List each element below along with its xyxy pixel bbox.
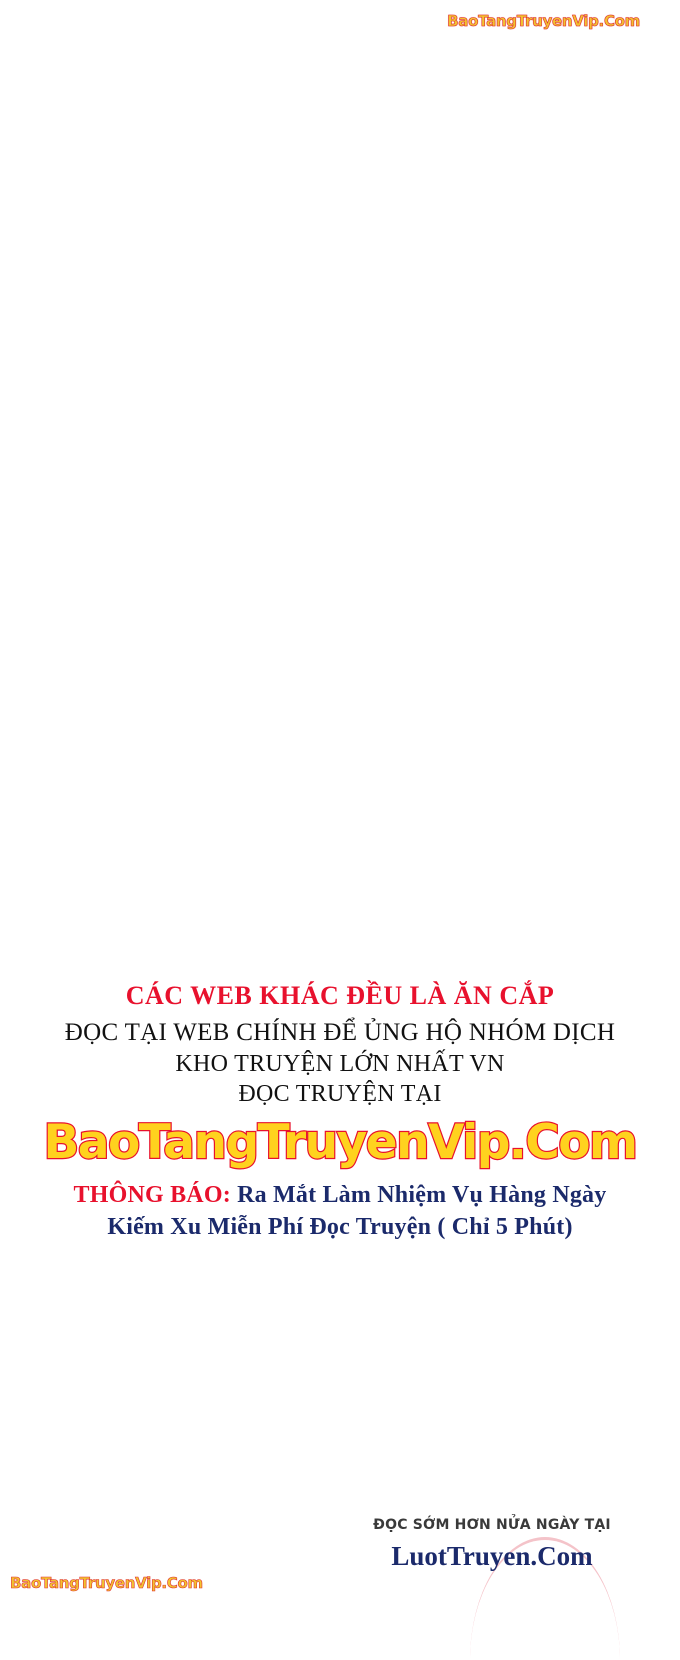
bottom-left-watermark: BaoTangTruyenVip.Com xyxy=(10,1574,203,1592)
footer-brand-link[interactable]: LuotTruyen.Com xyxy=(391,1541,593,1571)
promo-notice-line-2: Kiếm Xu Miễn Phí Đọc Truyện ( Chỉ 5 Phút) xyxy=(107,1213,573,1240)
promo-largest-library-line: KHO TRUYỆN LỚN NHẤT VN xyxy=(175,1050,505,1077)
promo-support-line: ĐỌC TẠI WEB CHÍNH ĐỂ ỦNG HỘ NHÓM DỊCH xyxy=(64,1018,616,1046)
promo-block xyxy=(0,980,680,1243)
promo-notice-text: Ra Mắt Làm Nhiệm Vụ Hàng Ngày xyxy=(230,1181,607,1208)
promo-notice-label: THÔNG BÁO: xyxy=(73,1181,231,1208)
footer-caption: ĐỌC SỚM HƠN NỬA NGÀY TẠI xyxy=(373,1517,611,1533)
footer-block xyxy=(342,1517,642,1572)
top-watermark: BaoTangTruyenVip.Com xyxy=(447,12,640,30)
promo-brand-logo-text[interactable]: BaoTangTruyenVip.Com xyxy=(43,1114,637,1170)
promo-read-at-line: ĐỌC TRUYỆN TẠI xyxy=(238,1081,442,1108)
promo-warning-line: CÁC WEB KHÁC ĐỀU LÀ ĂN CẮP xyxy=(125,981,555,1010)
promo-notice-line-1 xyxy=(0,1180,680,1212)
